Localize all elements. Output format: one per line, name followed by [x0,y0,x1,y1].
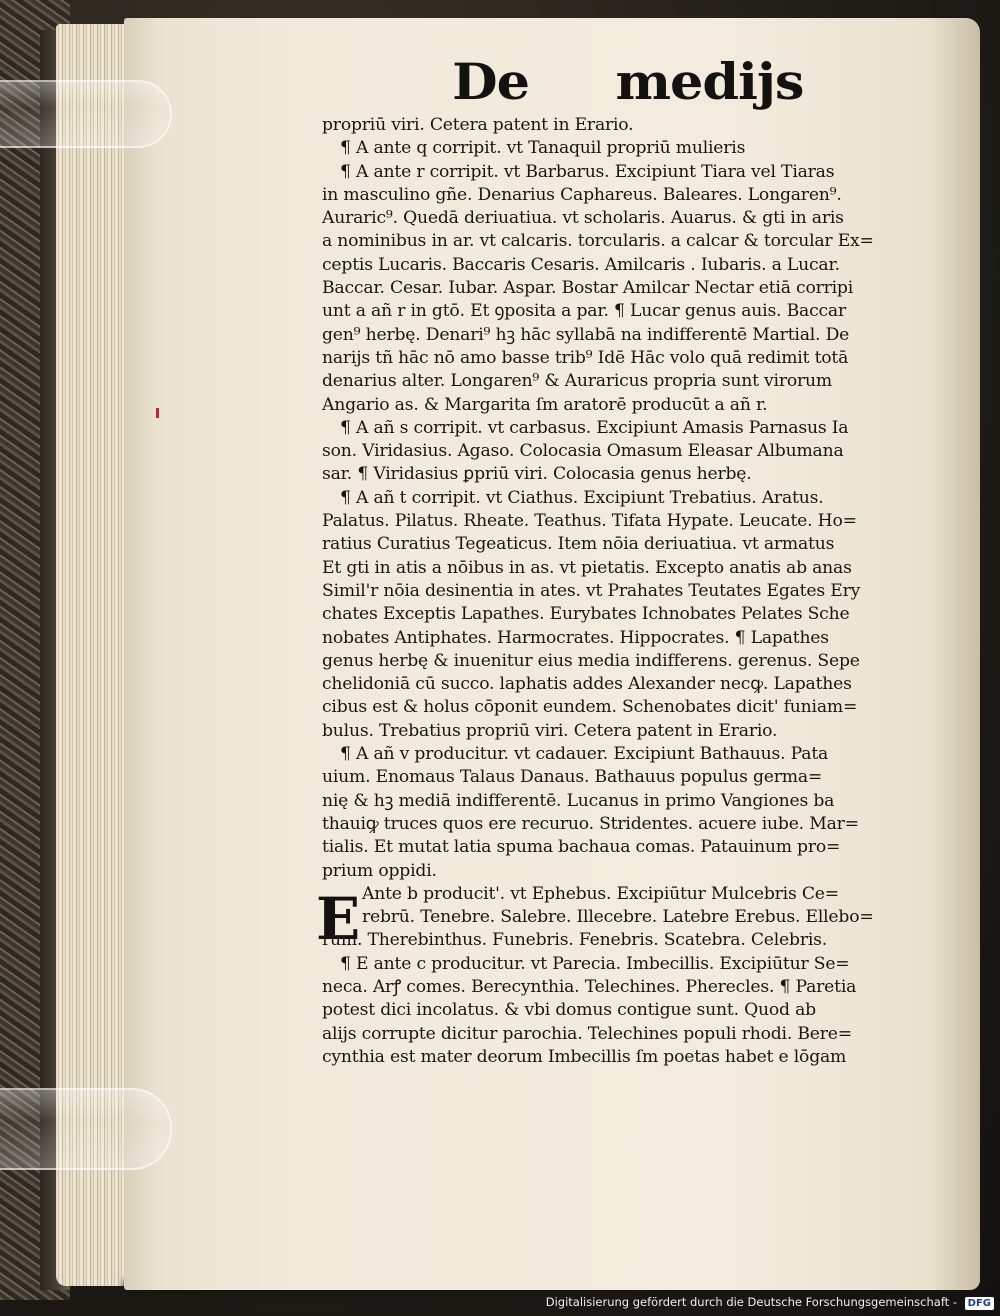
text-line: nię & hꝫ mediā indifferentē. Lucanus in primo Vangiones ba [322,790,835,811]
text-line: ¶ A ante r corripit. vt Barbarus. Excipiunt Tiara vel Tiaras [340,161,835,182]
running-head-right: medijs [615,52,804,111]
text-line: Palatus. Pilatus. Rheate. Teathus. Tifata Hypate. Leucate. Ho= [322,511,857,532]
text-block [322,114,912,1069]
text-line: rebrū. Tenebre. Salebre. Illecebre. Latebre Erebus. Ellebo= [362,907,874,928]
text-line: sar. ¶ Viridasius ꝑpriū viri. Colocasia genus herbę. [322,464,752,485]
text-line: narijs tñ hāc nō amo basse trib⁹ Idē Hāc volo quā redimit totā [322,347,849,368]
text-line: ¶ A ante q corripit. vt Tanaquil propriū mulieris [340,138,746,159]
text-line: ¶ A añ t corripit. vt Ciathus. Excipiunt Trebatius. Aratus. [340,487,824,508]
red-ink-mark [156,408,159,418]
text-line: a nominibus in ar. vt calcaris. torcularis. a calcar & torcular Ex= [322,231,874,252]
dfg-logo: DFG [965,1297,994,1310]
page-holder-clip-top [0,80,172,148]
text-line: ratius Curatius Tegeaticus. Item nōia deriuatiua. vt armatus [322,534,835,555]
text-line: denarius alter. Longaren⁹ & Auraricus propria sunt virorum [322,371,832,392]
text-line: chelidoniā cū succo. laphatis addes Alexander necꝙ. Lapathes [322,674,852,695]
text-line: prium oppidi. [322,860,437,881]
text-line: chates Exceptis Lapathes. Eurybates Ichnobates Pelates Sche [322,604,850,625]
text-line: son. Viridasius. Agaso. Colocasia Omasum Eleasar Albumana [322,441,844,462]
text-line: potest dici incolatus. & vbi domus contigue sunt. Quod ab [322,1000,816,1021]
text-line: alijs corrupte dicitur parochia. Telechines populi rhodi. Bere= [322,1023,852,1044]
text-line: ceptis Lucaris. Baccaris Cesaris. Amilcaris . Iubaris. a Lucar. [322,254,840,275]
running-head [452,52,804,112]
text-line: Simil'r nōia desinentia in ates. vt Prahates Teutates Egates Ery [322,580,861,601]
digitization-credit-text: Digitalisierung gefördert durch die Deutsche Forschungsgemeinschaft - [545,1295,957,1309]
text-line: rum. Therebinthus. Funebris. Fenebris. Scatebra. Celebris. [322,930,828,951]
text-line: ¶ E ante c producitur. vt Parecia. Imbecillis. Excipiūtur Se= [340,953,850,974]
text-line: bulus. Trebatius propriū viri. Cetera patent in Erario. [322,720,778,741]
initial-capital-letter: E [316,885,361,953]
text-line: Et gti in atis a nōibus in as. vt pietatis. Excepto anatis ab anas [322,557,852,578]
text-line: ¶ A añ s corripit. vt carbasus. Excipiunt Amasis Parnasus Ia [340,417,849,438]
text-line: thauiꝙ truces quos ere recuruo. Stridentes. acuere iube. Mar= [322,813,859,834]
text-line: cynthia est mater deorum Imbecillis ſm poetas habet e lōgam [322,1046,847,1067]
text-line: Ante b producit'. vt Ephebus. Excipiūtur Mulcebris Ce= [362,883,839,904]
text-line: Auraric⁹. Quedā deriuatiua. vt scholaris. Auarus. & gti in aris [322,208,844,229]
text-line: gen⁹ herbę. Denari⁹ hꝫ hāc syllabā na indifferentē Martial. De [322,324,850,345]
text-line: ¶ A añ v producitur. vt cadauer. Excipiunt Bathauus. Pata [340,744,829,765]
text-line: unt a añ r in gtō. Et ꝯposita a par. ¶ Lucar genus auis. Baccar [322,301,846,322]
text-line: Baccar. Cesar. Iubar. Aspar. Bostar Amilcar Nectar etiā corripi [322,278,854,299]
text-line: Angario as. & Margarita ſm aratorē producūt a añ r. [322,394,768,415]
text-line: cibus est & holus cōponit eundem. Schenobates dicit' funiam= [322,697,858,718]
text-line: genus herbę & inuenitur eius media indifferens. gerenus. Sepe [322,650,860,671]
text-line: nobates Antiphates. Harmocrates. Hippocrates. ¶ Lapathes [322,627,829,648]
text-line: propriū viri. Cetera patent in Erario. [322,115,634,135]
running-head-left: De [452,52,530,111]
text-line: tialis. Et mutat latia spuma bachaua comas. Patauinum pro= [322,837,841,858]
digitization-credit [546,1292,994,1312]
text-line: uium. Enomaus Talaus Danaus. Bathauus populus germa= [322,767,823,788]
page-holder-clip-bottom [0,1088,172,1170]
text-line: in masculino gñe. Denarius Caphareus. Baleares. Longaren⁹. [322,184,842,205]
text-line: neca. Arꝭ comes. Berecynthia. Telechines. Pherecles. ¶ Paretia [322,976,857,997]
